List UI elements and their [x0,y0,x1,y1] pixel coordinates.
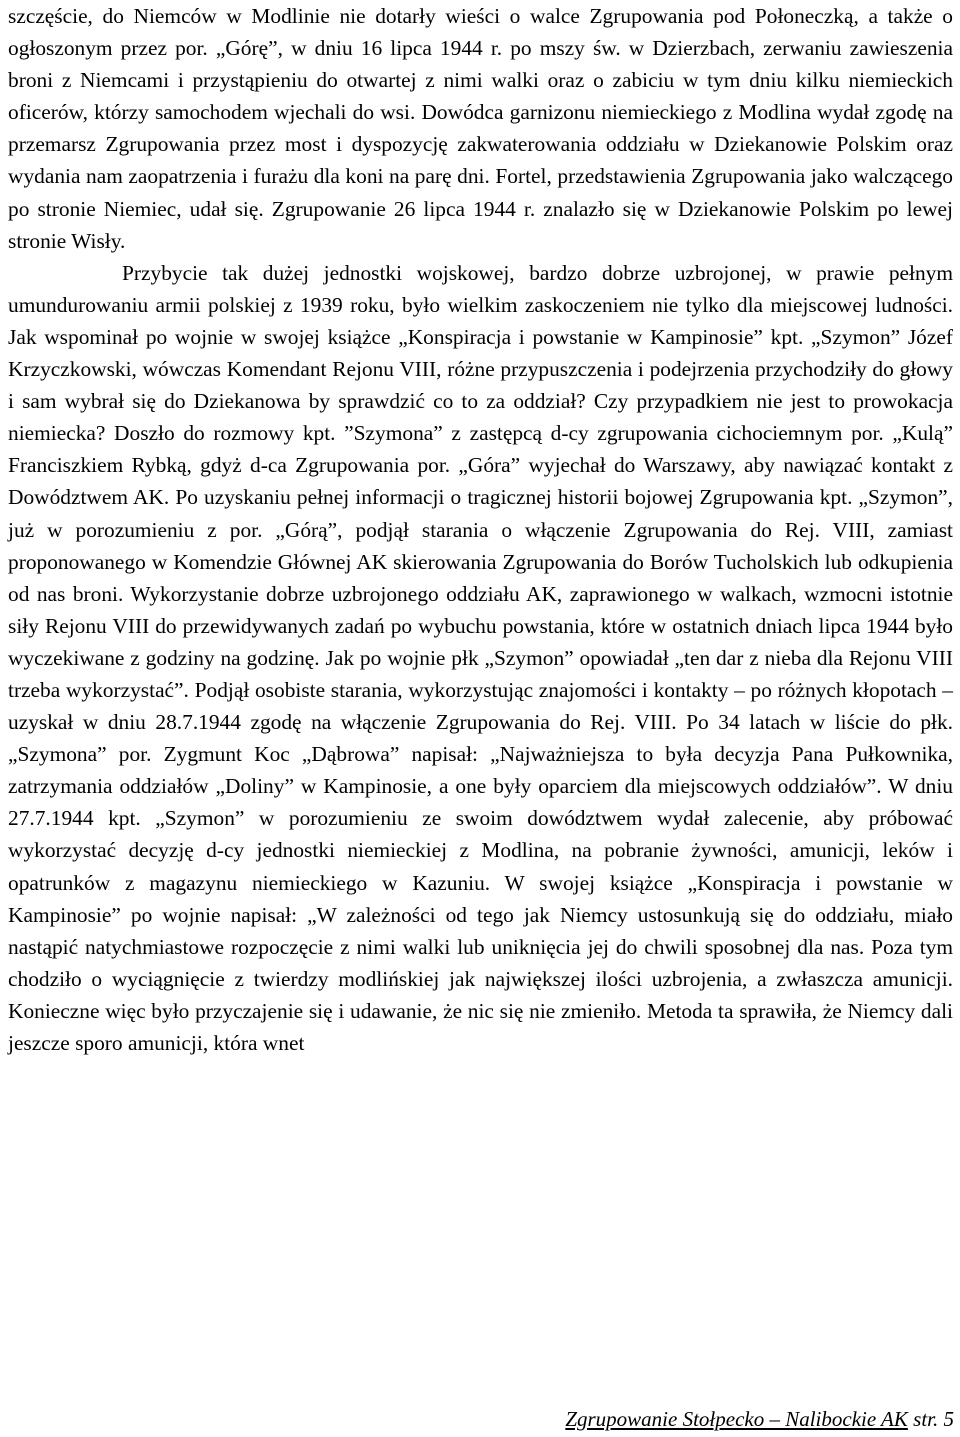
document-page [8,0,953,1059]
page-footer [565,1407,954,1431]
footer-page-number: str. 5 [913,1407,954,1431]
body-paragraph: szczęście, do Niemców w Modlinie nie dotarły wieści o walce Zgrupowania pod Połoneczką, a także o ogłoszonym przez por. „Górę”, w dniu 16 lipca 1944 r. po mszy św. w Dzierzbach, zerwaniu zawieszenia broni z Niemcami i przystąpieniu do otwartej z nimi walki oraz o zabiciu w tym dniu kilku niemieckich oficerów, którzy samochodem wjechali do wsi. Dowódca garnizonu niemieckiego z Modlina wydał zgodę na przemarsz Zgrupowania przez most i dyspozycję zakwaterowania oddziału w Dziekanowie Polskim oraz wydania nam zaopatrzenia i furażu dla koni na parę dni. Fortel, przedstawienia Zgrupowania jako walczącego po stronie Niemiec, udał się. Zgrupowanie 26 lipca 1944 r. znalazło się w Dziekanowie Polskim po lewej stronie Wisły. [8,4,953,253]
footer-title: Zgrupowanie Stołpecko – Nalibockie AK [565,1407,908,1431]
body-paragraph: Przybycie tak dużej jednostki wojskowej, bardzo dobrze uzbrojonej, w prawie pełnym umundurowaniu armii polskiej z 1939 roku, było wielkim zaskoczeniem nie tylko dla miejscowej ludności. Jak wspominał po wojnie w swojej książce „Konspiracja i powstanie w Kampinosie” kpt. „Szymon” Józef Krzyczkowski, wówczas Komendant Rejonu VIII, różne przypuszczenia i podejrzenia przychodziły do głowy i sam wybrał się do Dziekanowa by sprawdzić co to za oddział? Czy przypadkiem nie jest to prowokacja niemiecka? Doszło do rozmowy kpt. ”Szymona” z zastępcą d-cy zgrupowania cichociemnym por. „Kulą” Franciszkiem Rybką, gdyż d-ca Zgrupowania por. „Góra” wyjechał do Warszawy, aby nawiązać kontakt z Dowództwem AK. Po uzyskaniu pełnej informacji o tragicznej historii bojowej Zgrupowania kpt. „Szymon”, już w porozumieniu z por. „Górą”, podjął starania o włączenie Zgrupowania do Rej. VIII, zamiast proponowanego w Komendzie Głównej AK skierowania Zgrupowania do Borów Tucholskich lub odkupienia od nas broni. Wykorzystanie dobrze uzbrojonego oddziału AK, zaprawionego w walkach, wzmocni istotnie siły Rejonu VIII do przewidywanych zadań po wybuchu powstania, które w ostatnich dniach lipca 1944 było wyczekiwane z godziny na godzinę. Jak po wojnie płk „Szymon” opowiadał „ten dar z nieba dla Rejonu VIII trzeba wykorzystać”. Podjął osobiste starania, wykorzystując znajomości i kontakty – po różnych kłopotach – uzyskał w dniu 28.7.1944 zgodę na włączenie Zgrupowania do Rej. VIII. Po 34 latach w liście do płk. „Szymona” por. Zygmunt Koc „Dąbrowa” napisał: „Najważniejsza to była decyzja Pana Pułkownika, zatrzymania oddziałów „Doliny” w Kampinosie, a one były oparciem dla miejscowych oddziałów”. W dniu 27.7.1944 kpt. „Szymon” w porozumieniu ze swoim dowództwem wydał zalecenie, aby próbować wykorzystać decyzję d-cy jednostki niemieckiej z Modlina, na pobranie żywności, amunicji, leków i opatrunków z magazynu niemieckiego w Kazuniu. W swojej książce „Konspiracja i powstanie w Kampinosie” po wojnie napisał: „W zależności od tego jak Niemcy ustosunkują się do oddziału, miało nastąpić natychmiastowe rozpoczęcie z nimi walki lub uniknięcia jej do chwili sposobnej dla nas. Poza tym chodziło o wyciągnięcie z twierdzy modlińskiej jak największej ilości uzbrojenia, a zwłaszcza amunicji. Konieczne więc było przyczajenie się i udawanie, że nic się nie zmieniło. Metoda ta sprawiła, że Niemcy dali jeszcze sporo amunicji, która wnet [8,260,953,1055]
